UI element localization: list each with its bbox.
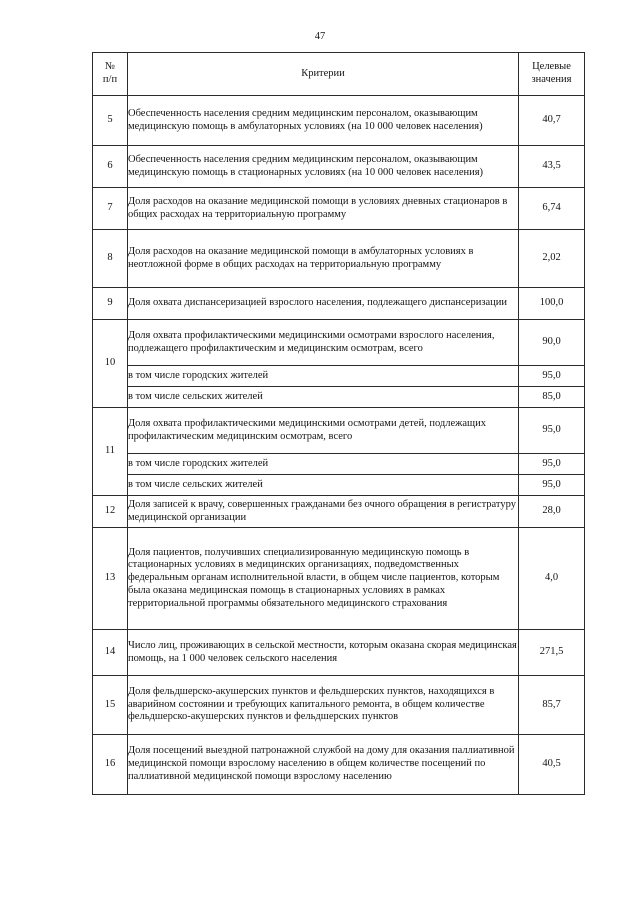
table-subrow (93, 475, 585, 496)
row-number: 8 (93, 230, 128, 288)
target-value: 2,02 (519, 230, 585, 288)
row-number: 5 (93, 96, 128, 146)
table-row (93, 630, 585, 676)
table-row (93, 408, 585, 454)
row-number: 10 (93, 320, 128, 408)
row-number: 7 (93, 188, 128, 230)
target-value: 40,7 (519, 96, 585, 146)
target-value: 6,74 (519, 188, 585, 230)
criterion-text: Доля записей к врачу, совершенных гражданами без очного обращения в регистратуру медицинской организации (128, 496, 519, 528)
sub-target-value: 95,0 (519, 366, 585, 387)
target-value: 85,7 (519, 676, 585, 735)
table-row (93, 146, 585, 188)
target-value: 100,0 (519, 288, 585, 320)
criterion-text: Доля посещений выездной патронажной службой на дому для оказания паллиативной медицинской помощи взрослому населению в общем количестве посещений по паллиативной медицинской помощи взрослому населению (128, 735, 519, 795)
target-value: 90,0 (519, 320, 585, 366)
target-value: 43,5 (519, 146, 585, 188)
table-row (93, 528, 585, 630)
criterion-text: Доля охвата профилактическими медицинскими осмотрами детей, подлежащих профилактическим медицинским осмотрам, всего (128, 408, 519, 454)
row-number: 13 (93, 528, 128, 630)
target-value: 40,5 (519, 735, 585, 795)
table-row (93, 96, 585, 146)
table-row (93, 496, 585, 528)
criterion-text: Обеспеченность населения средним медицинским персоналом, оказывающим медицинскую помощь в амбулаторных условиях (на 10 000 человек населения) (128, 96, 519, 146)
sub-target-value: 85,0 (519, 387, 585, 408)
sub-criterion-text: в том числе сельских жителей (128, 475, 519, 496)
table-subrow (93, 387, 585, 408)
criterion-text: Доля фельдшерско-акушерских пунктов и фельдшерских пунктов, находящихся в аварийном состоянии и требующих капитального ремонта, в общем количестве фельдшерско-акушерских пунктов и фельдшерских пунктов (128, 676, 519, 735)
target-value: 28,0 (519, 496, 585, 528)
page-number: 47 (314, 31, 326, 42)
row-number: 15 (93, 676, 128, 735)
criteria-table (92, 52, 585, 795)
header-number: № п/п (93, 53, 128, 96)
row-number: 16 (93, 735, 128, 795)
header-criteria: Критерии (128, 53, 519, 96)
table-row (93, 188, 585, 230)
target-value: 271,5 (519, 630, 585, 676)
sub-criterion-text: в том числе городских жителей (128, 366, 519, 387)
table-row (93, 735, 585, 795)
criterion-text: Доля расходов на оказание медицинской помощи в амбулаторных условиях в неотложной форме в общих расходах на территориальную программу (128, 230, 519, 288)
table-header-row (93, 53, 585, 96)
table-row (93, 230, 585, 288)
criterion-text: Обеспеченность населения средним медицинским персоналом, оказывающим медицинскую помощь в стационарных условиях (на 10 000 человек населения) (128, 146, 519, 188)
criterion-text: Доля охвата диспансеризацией взрослого населения, подлежащего диспансеризации (128, 288, 519, 320)
row-number: 9 (93, 288, 128, 320)
row-number: 6 (93, 146, 128, 188)
sub-criterion-text: в том числе городских жителей (128, 454, 519, 475)
criterion-text: Число лиц, проживающих в сельской местности, которым оказана скорая медицинская помощь, на 1 000 человек сельского населения (128, 630, 519, 676)
row-number: 12 (93, 496, 128, 528)
table-subrow (93, 366, 585, 387)
table-subrow (93, 454, 585, 475)
criterion-text: Доля пациентов, получивших специализированную медицинскую помощь в стационарных условиях в медицинских организациях, подведомственных федеральным органам исполнительной власти, в общем числе пациентов, которым была оказана медицинская помощь в стационарных условиях в рамках территориальной программы обязательного медицинского страхования (128, 528, 519, 630)
target-value: 4,0 (519, 528, 585, 630)
sub-target-value: 95,0 (519, 475, 585, 496)
target-value: 95,0 (519, 408, 585, 454)
header-target-values: Целевые значения (519, 53, 585, 96)
criterion-text: Доля охвата профилактическими медицинскими осмотрами взрослого населения, подлежащего профилактическим и медицинским осмотрам, всего (128, 320, 519, 366)
criterion-text: Доля расходов на оказание медицинской помощи в условиях дневных стационаров в общих расходах на территориальную программу (128, 188, 519, 230)
sub-target-value: 95,0 (519, 454, 585, 475)
table-row (93, 288, 585, 320)
table-body (93, 96, 585, 795)
row-number: 14 (93, 630, 128, 676)
table-row (93, 320, 585, 366)
sub-criterion-text: в том числе сельских жителей (128, 387, 519, 408)
table-row (93, 676, 585, 735)
row-number: 11 (93, 408, 128, 496)
